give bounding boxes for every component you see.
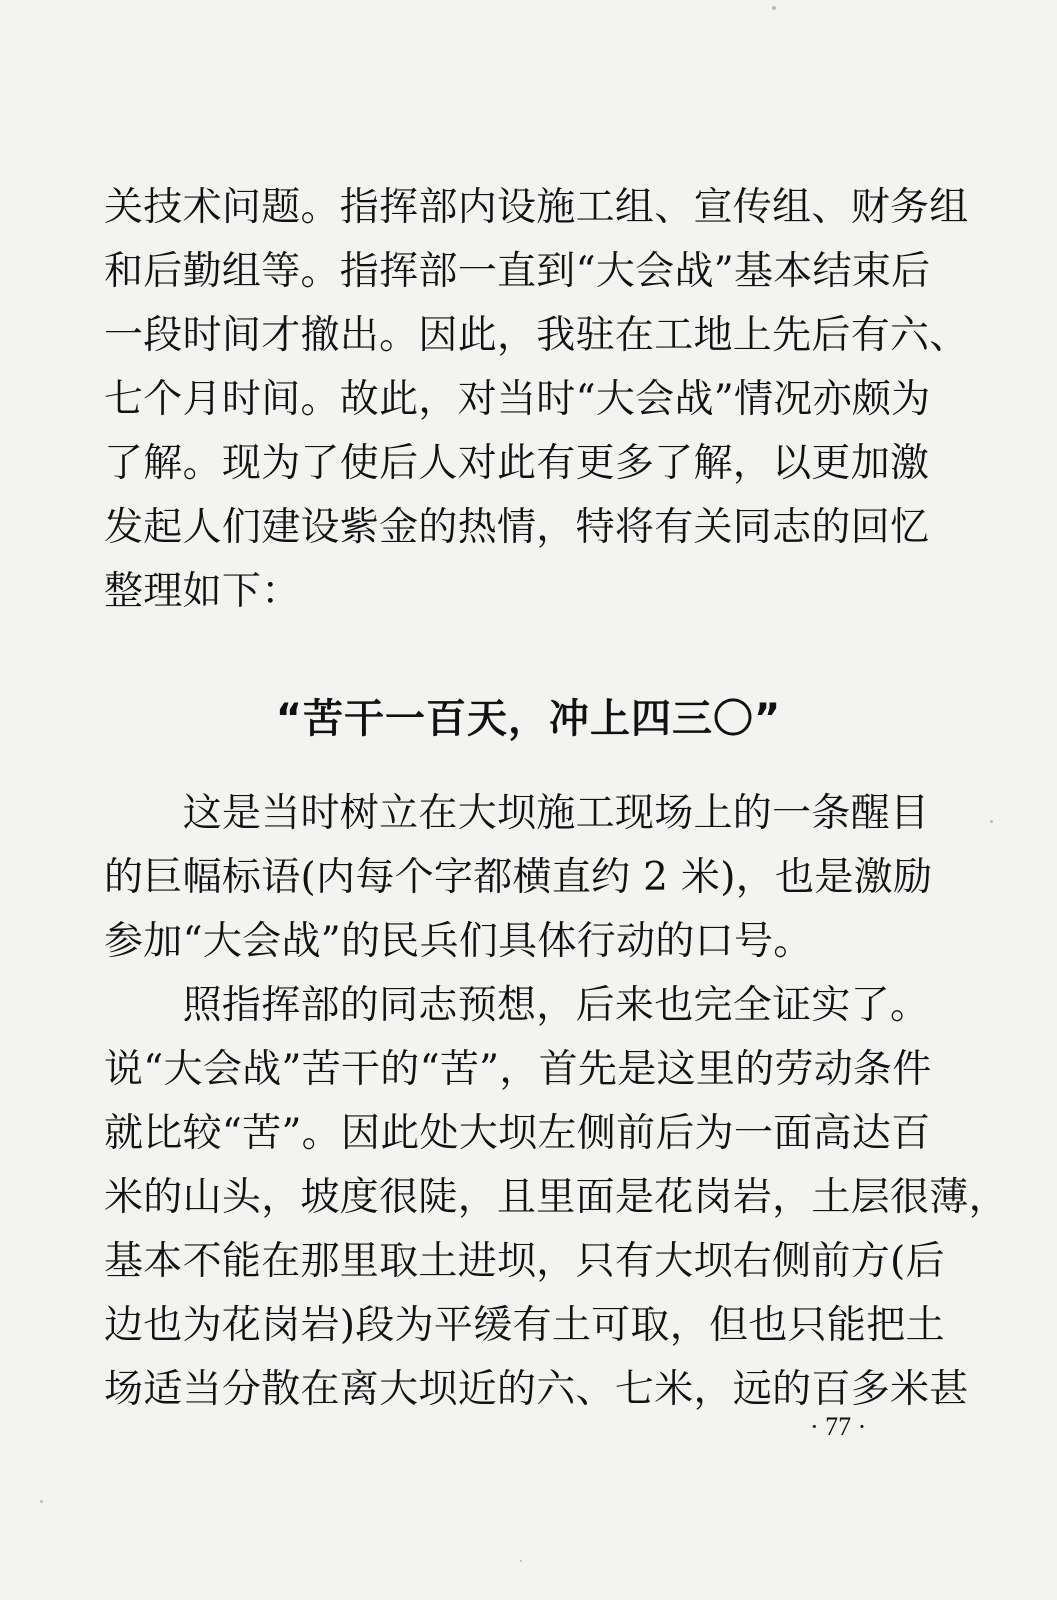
text-line: 照指挥部的同志预想，后来也完全证实了。 [104,983,930,1028]
text-line: 就比较“苦”。因此处大坝左侧前后为一面高达百 [104,1111,931,1156]
text-line: 发起人们建设紫金的热情，特将有关同志的回忆 [104,505,930,550]
text-line: 关技术问题。指挥部内设施工组、宣传组、财务组 [104,185,969,230]
scan-speck [520,1560,522,1562]
scan-speck [772,6,776,10]
text-line: 基本不能在那里取土进坝，只有大坝右侧前方(后 [104,1239,945,1284]
page-number: · 77 · [810,1412,867,1441]
text-line: 这是当时树立在大坝施工现场上的一条醒目 [104,791,930,836]
text-line: 米的山头，坡度很陡，且里面是花岗岩，土层很薄， [104,1175,1008,1220]
text-line: 边也为花岗岩)段为平缓有土可取，但也只能把土 [104,1303,945,1348]
scan-speck [990,820,993,823]
section-heading: “苦干一百天，冲上四三〇” [275,696,782,742]
text-line: 说“大会战”苦干的“苦”，首先是这里的劳动条件 [104,1047,932,1092]
text-line: 七个月时间。故此，对当时“大会战”情况亦颇为 [104,377,931,422]
text-line: 整理如下： [104,569,301,614]
text-line: 一段时间才撤出。因此，我驻在工地上先后有六、 [104,313,969,358]
text-line: 场适当分散在离大坝近的六、七米，远的百多米甚 [104,1367,969,1412]
text-line: 的巨幅标语(内每个字都横直约 2 米)，也是激励 [104,855,933,900]
scan-speck [40,1500,43,1503]
text-line: 和后勤组等。指挥部一直到“大会战”基本结束后 [104,249,931,294]
text-line: 了解。现为了使后人对此有更多了解，以更加激 [104,441,930,486]
text-line: 参加“大会战”的民兵们具体行动的口号。 [104,919,813,964]
